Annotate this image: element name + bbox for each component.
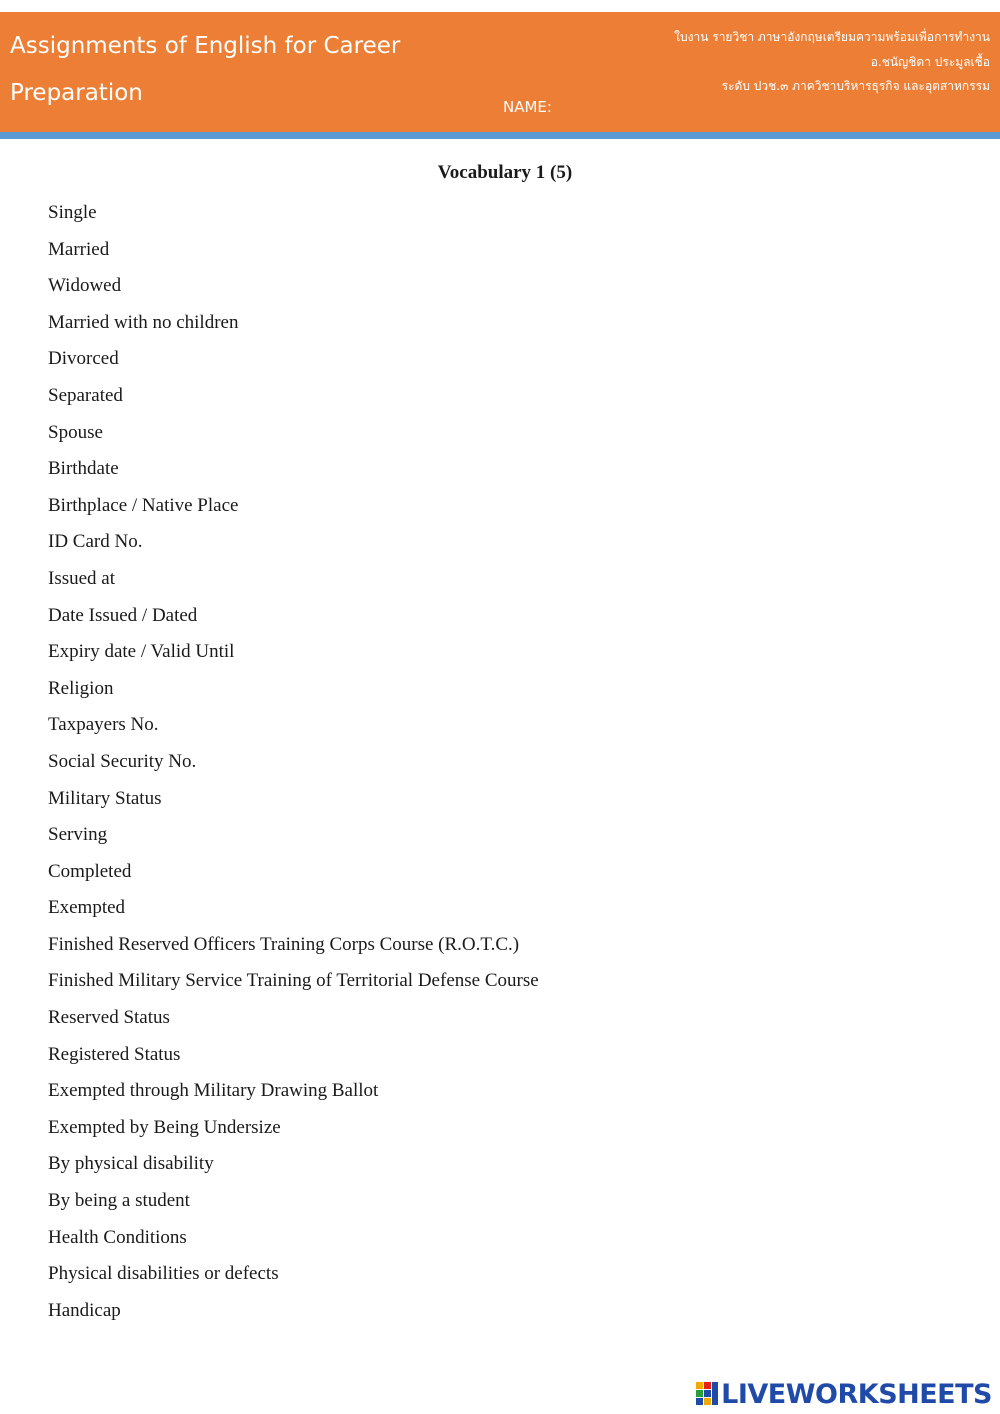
liveworksheets-logo-icon: [695, 1381, 719, 1407]
vocabulary-item: By being a student: [48, 1190, 190, 1212]
vocabulary-item: Serving: [48, 824, 108, 846]
worksheet-title-line-2: Preparation: [10, 80, 143, 106]
vocabulary-item: Social Security No.: [48, 750, 197, 772]
vocabulary-item: Handicap: [48, 1299, 121, 1321]
vocabulary-item: Religion: [48, 677, 114, 699]
course-name-thai: ใบงาน รายวิชา ภาษาอังกฤษเตรียมความพร้อมเพื่อการทำงาน: [674, 30, 990, 44]
vocabulary-item: Separated: [48, 384, 123, 406]
vocabulary-item: Physical disabilities or defects: [48, 1263, 279, 1285]
vocabulary-item: Military Status: [48, 787, 162, 809]
vocabulary-item: Widowed: [48, 275, 122, 297]
vocabulary-item: Exempted by Being Undersize: [48, 1116, 281, 1138]
vocabulary-item: Birthdate: [48, 458, 119, 480]
vocabulary-item: ID Card No.: [48, 531, 143, 553]
vocabulary-item: Married: [48, 238, 110, 260]
vocabulary-item: Health Conditions: [48, 1226, 187, 1248]
vocabulary-list: [48, 196, 539, 1330]
watermark-text: LIVEWORKSHEETS: [721, 1378, 992, 1410]
vocabulary-item: Registered Status: [48, 1043, 181, 1065]
vocabulary-item: Exempted: [48, 897, 126, 919]
vocabulary-item: By physical disability: [48, 1153, 214, 1175]
vocabulary-item: Exempted through Military Drawing Ballot: [48, 1080, 379, 1102]
level-department-thai: ระดับ ปวช.๓ ภาควิชาบริหารธุรกิจ และอุตสาหกรรม: [721, 79, 990, 93]
vocabulary-item: Finished Reserved Officers Training Corps Course (R.O.T.C.): [48, 933, 520, 955]
worksheet-title-line-1: Assignments of English for Career: [10, 33, 401, 59]
vocabulary-item: Finished Military Service Training of Territorial Defense Course: [48, 970, 539, 992]
vocabulary-item: Spouse: [48, 421, 103, 443]
vocabulary-item: Issued at: [48, 567, 116, 589]
vocabulary-item: Divorced: [48, 348, 119, 370]
vocabulary-item: Expiry date / Valid Until: [48, 641, 235, 663]
page-title: Vocabulary 1 (5): [437, 162, 573, 183]
vocabulary-item: Married with no children: [48, 311, 239, 333]
vocabulary-item: Completed: [48, 860, 132, 882]
vocabulary-item: Reserved Status: [48, 1007, 170, 1029]
liveworksheets-watermark: [695, 1374, 992, 1414]
vocabulary-item: Single: [48, 202, 97, 223]
teacher-name-thai: อ.ชนัญชิดา ประมูลเชื้อ: [870, 55, 990, 69]
worksheet-header: [0, 12, 1000, 132]
vocabulary-item: Taxpayers No.: [48, 714, 159, 736]
header-divider-stripe: [0, 132, 1000, 139]
name-label: NAME:: [503, 98, 552, 116]
vocabulary-item: Birthplace / Native Place: [48, 494, 239, 516]
vocabulary-item: Date Issued / Dated: [48, 604, 198, 626]
